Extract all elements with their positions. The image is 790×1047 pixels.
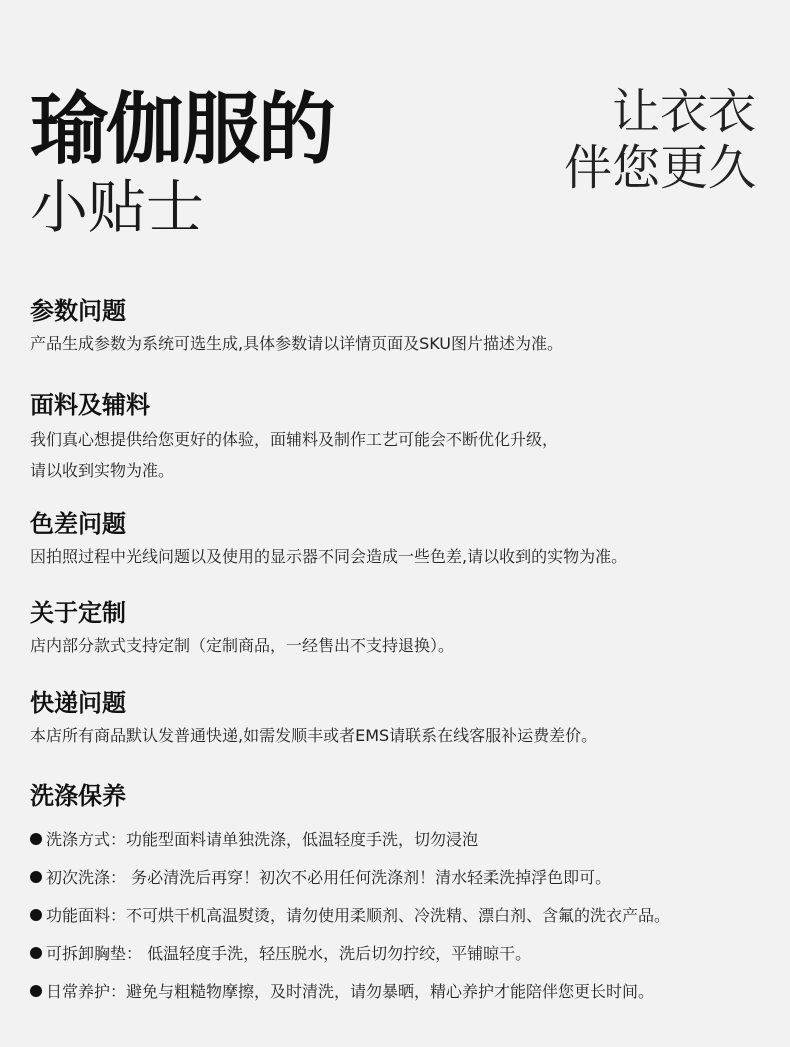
page-title: 瑜伽服的	[30, 85, 335, 175]
section-heading: 面料及辅料	[30, 391, 150, 419]
section-customization	[30, 598, 760, 662]
section-heading: 参数问题	[30, 297, 126, 325]
list-item	[30, 973, 760, 1011]
section-care	[30, 781, 760, 1011]
slogan	[564, 84, 756, 196]
section-heading: 色差问题	[30, 510, 126, 538]
slogan-line-2: 伴您更久	[563, 140, 756, 196]
list-item	[30, 897, 760, 935]
bullet-icon	[30, 871, 42, 883]
section-color-difference	[30, 509, 760, 573]
bullet-icon	[30, 985, 42, 997]
section-text: 店内部分款式支持定制（定制商品，一经售出不支持退换）。	[30, 636, 455, 655]
section-text: 本店所有商品默认发普通快递,如需发顺丰或者EMS请联系在线客服补运费差价。	[30, 726, 598, 745]
care-item-text: 初次洗涤： 务必清洗后再穿！初次不必用任何洗涤剂！清水轻柔洗掉浮色即可。	[46, 868, 612, 887]
list-item	[30, 859, 760, 897]
care-item-text: 日常养护：避免与粗糙物摩擦，及时清洗，请勿暴晒，精心养护才能陪伴您更长时间。	[46, 982, 655, 1001]
bullet-icon	[30, 947, 42, 959]
section-text: 请以收到实物为准。	[30, 461, 175, 480]
section-fabric	[30, 390, 760, 486]
care-list	[30, 821, 760, 1011]
section-text: 我们真心想提供给您更好的体验，面辅料及制作工艺可能会不断优化升级，	[30, 430, 559, 449]
slogan-line-1: 让衣衣	[611, 84, 756, 140]
page-subtitle: 小贴士	[30, 173, 205, 241]
list-item	[30, 935, 760, 973]
section-text: 因拍照过程中光线问题以及使用的显示器不同会造成一些色差,请以收到的实物为准。	[30, 547, 628, 566]
section-text: 产品生成参数为系统可选生成,具体参数请以详情页面及SKU图片描述为准。	[30, 334, 564, 353]
care-item-text: 功能面料：不可烘干机高温熨烫，请勿使用柔顺剂、冷洗精、漂白剂、含氟的洗衣产品。	[46, 906, 671, 925]
section-heading: 关于定制	[30, 599, 126, 627]
section-heading: 快递问题	[30, 689, 126, 717]
bullet-icon	[30, 833, 42, 845]
section-heading: 洗涤保养	[30, 782, 126, 810]
section-shipping	[30, 688, 760, 752]
care-item-text: 可拆卸胸垫： 低温轻度手洗，轻压脱水，洗后切勿拧绞，平铺晾干。	[46, 944, 532, 963]
section-parameters	[30, 296, 760, 360]
list-item	[30, 821, 760, 859]
bullet-icon	[30, 909, 42, 921]
care-item-text: 洗涤方式：功能型面料请单独洗涤，低温轻度手洗，切勿浸泡	[46, 830, 479, 849]
